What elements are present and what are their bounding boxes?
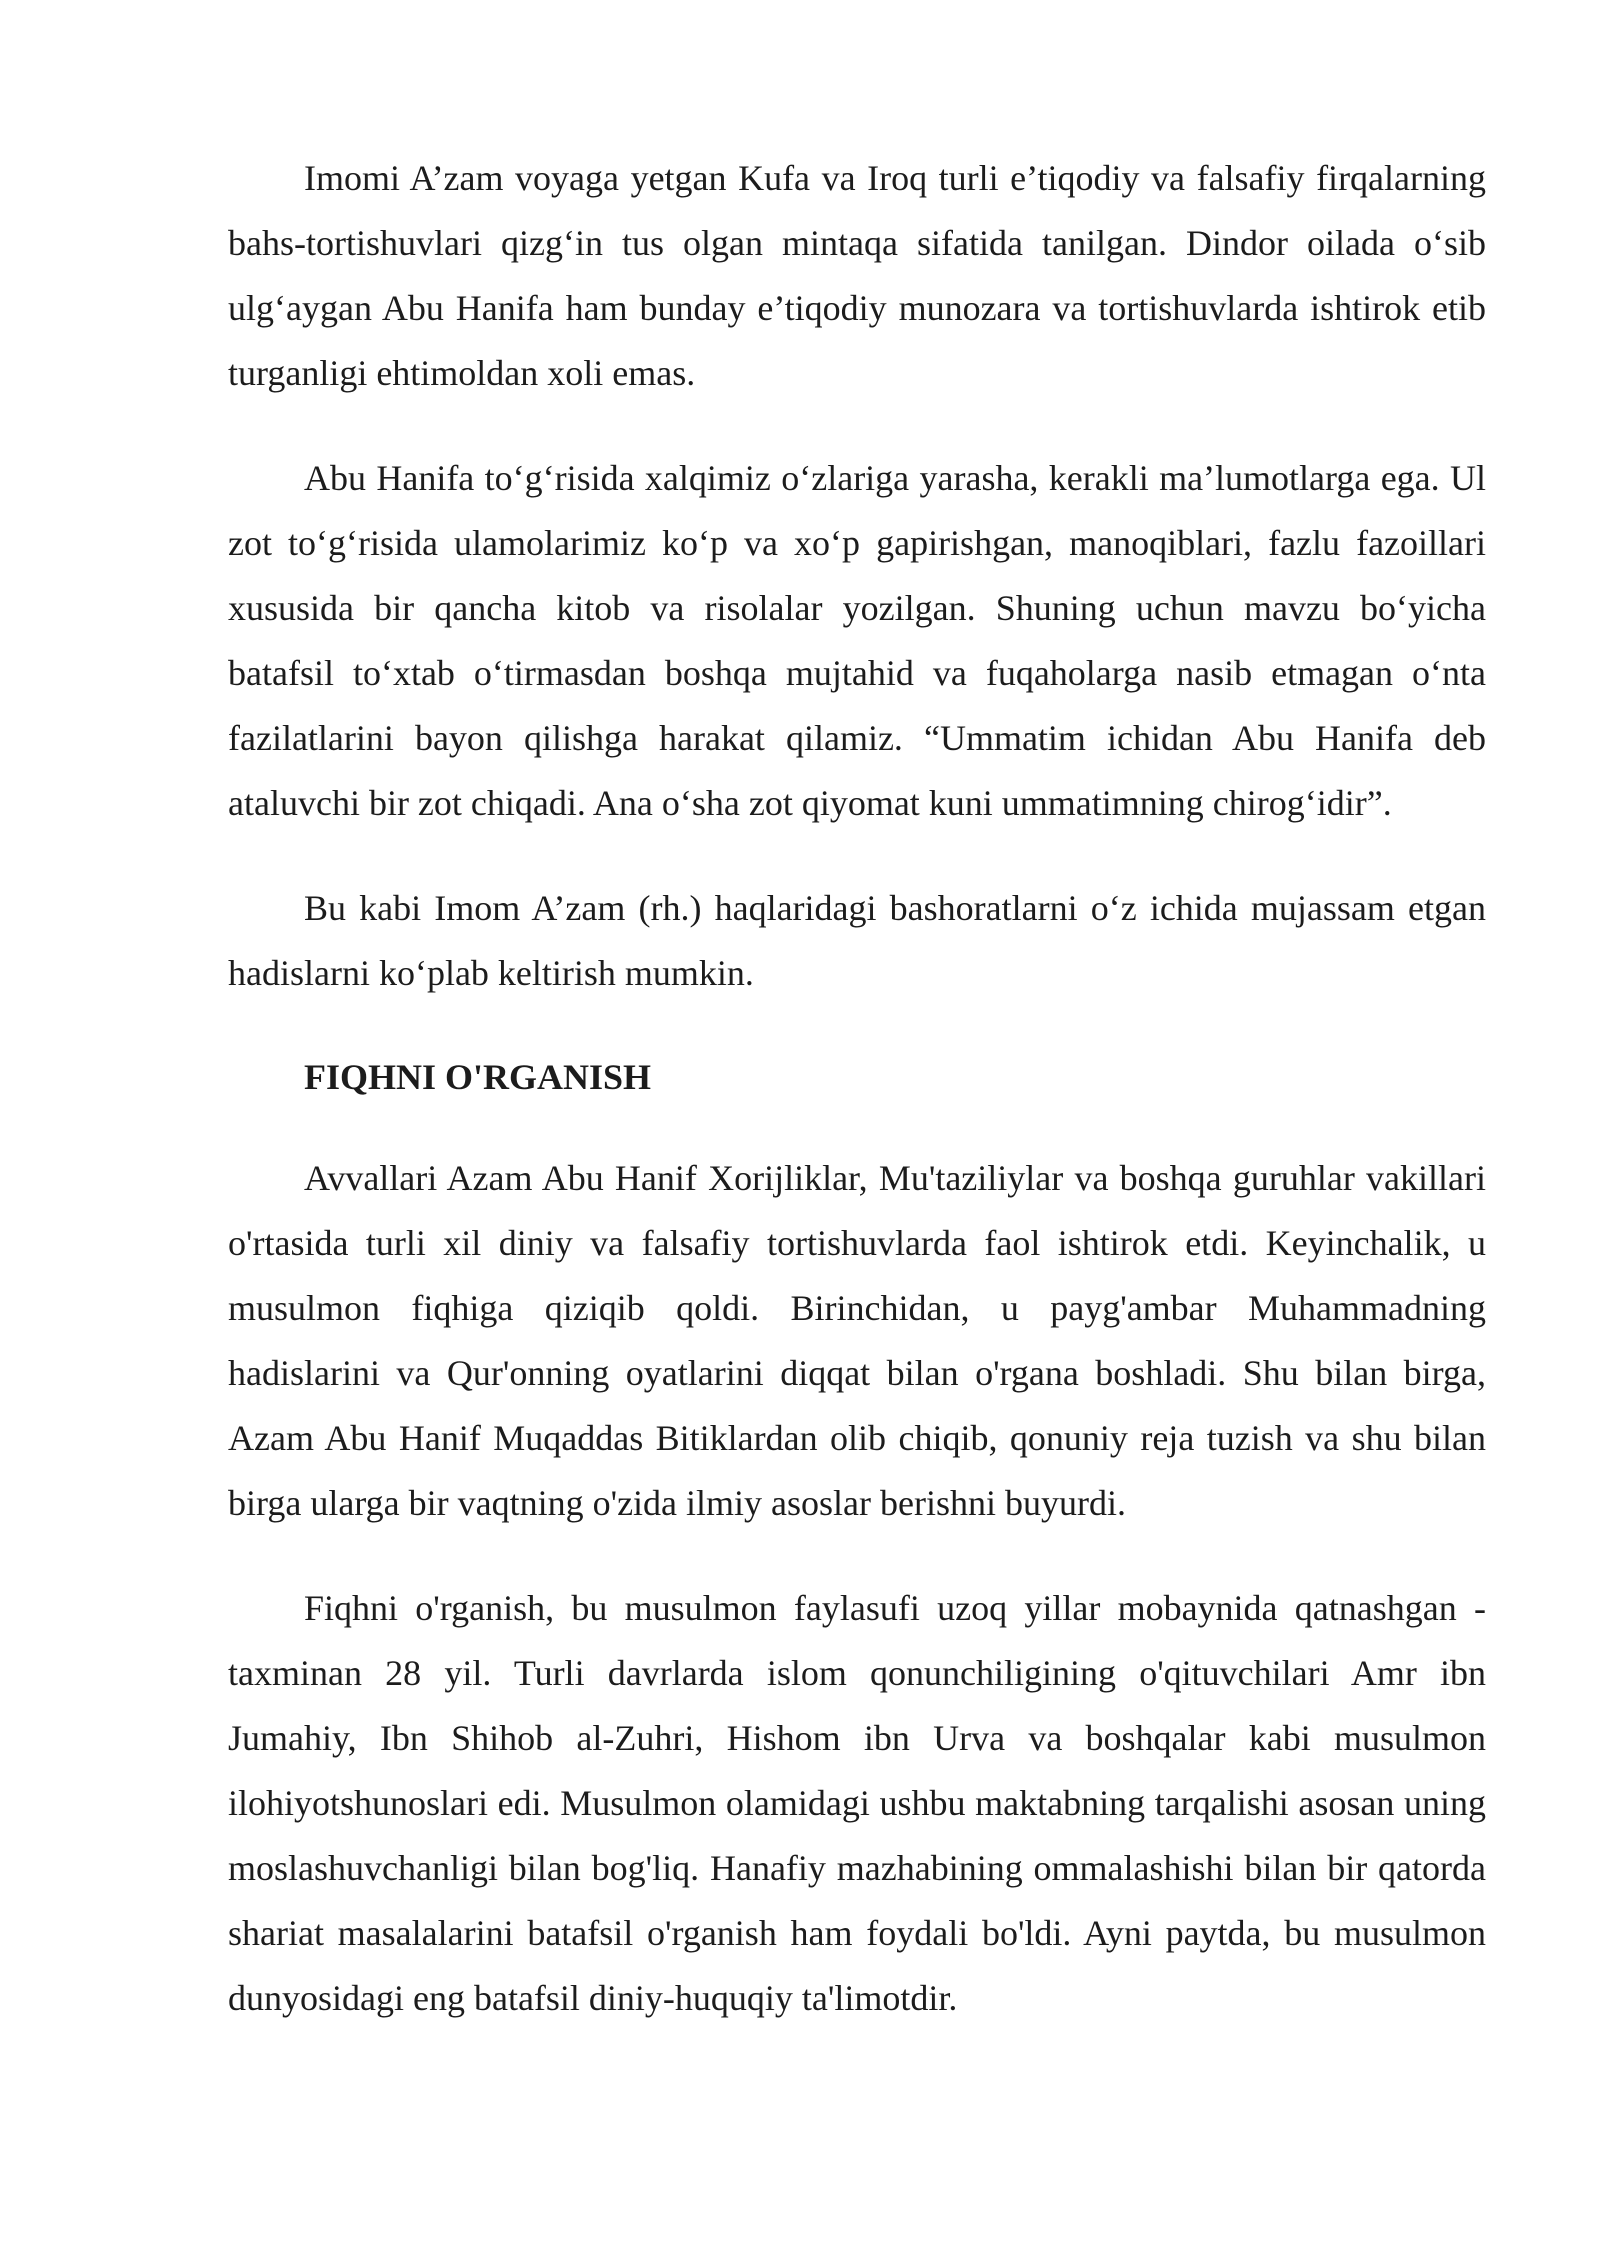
paragraph-2: Abu Hanifa to‘g‘risida xalqimiz o‘zlariga yarasha, kerakli ma’lumotlarga ega. Ul zot to‘g‘risida ulamolarimiz ko‘p va xo‘p gapirishgan, manoqiblari, fazlu fazoillari xususida bir qancha kitob va risolalar yozilgan. Shuning uchun mavzu bo‘yicha batafsil to‘xtab o‘tirmasdan boshqa mujtahid va fuqaholarga nasib etmagan o‘nta fazilatlarini bayon qilishga harakat qilamiz. “Ummatim ichidan Abu Hanifa deb ataluvchi bir zot chiqadi. Ana o‘sha zot qiyomat kuni ummatimning chirog‘idir”.: [228, 458, 1486, 823]
paragraph-3: Bu kabi Imom A’zam (rh.) haqlaridagi bashoratlarni o‘z ichida mujassam etgan hadislarni ko‘plab keltirish mumkin.: [228, 888, 1486, 993]
section-heading: FIQHNI O'RGANISH: [304, 1057, 652, 1097]
paragraph-1: Imomi A’zam voyaga yetgan Kufa va Iroq turli e’tiqodiy va falsafiy firqalarning bahs-tortishuvlari qizg‘in tus olgan mintaqa sifatida tanilgan. Dindor oilada o‘sib ulg‘aygan Abu Hanifa ham bunday e’tiqodiy munozara va tortishuvlarda ishtirok etib turganligi ehtimoldan xoli emas.: [228, 158, 1486, 393]
paragraph-4: Avvallari Azam Abu Hanif Xorijliklar, Mu'taziliylar va boshqa guruhlar vakillari o'rtasida turli xil diniy va falsafiy tortishuvlarda faol ishtirok etdi. Keyinchalik, u musulmon fiqhiga qiziqib qoldi. Birinchidan, u payg'ambar Muhammadning hadislarini va Qur'onning oyatlarini diqqat bilan o'rgana boshladi. Shu bilan birga, Azam Abu Hanif Muqaddas Bitiklardan olib chiqib, qonuniy reja tuzish va shu bilan birga ularga bir vaqtning o'zida ilmiy asoslar berishni buyurdi.: [228, 1158, 1486, 1523]
document-page: [228, 146, 1486, 2071]
paragraph-5: Fiqhni o'rganish, bu musulmon faylasufi uzoq yillar mobaynida qatnashgan - taxminan 28 yil. Turli davrlarda islom qonunchiligining o'qituvchilari Amr ibn Jumahiy, Ibn Shihob al-Zuhri, Hishom ibn Urva va boshqalar kabi musulmon ilohiyotshunoslari edi. Musulmon olamidagi ushbu maktabning tarqalishi asosan uning moslashuvchanligi bilan bog'liq. Hanafiy mazhabining ommalashishi bilan bir qatorda shariat masalalarini batafsil o'rganish ham foydali bo'ldi. Ayni paytda, bu musulmon dunyosidagi eng batafsil diniy-huquqiy ta'limotdir.: [228, 1588, 1486, 2018]
